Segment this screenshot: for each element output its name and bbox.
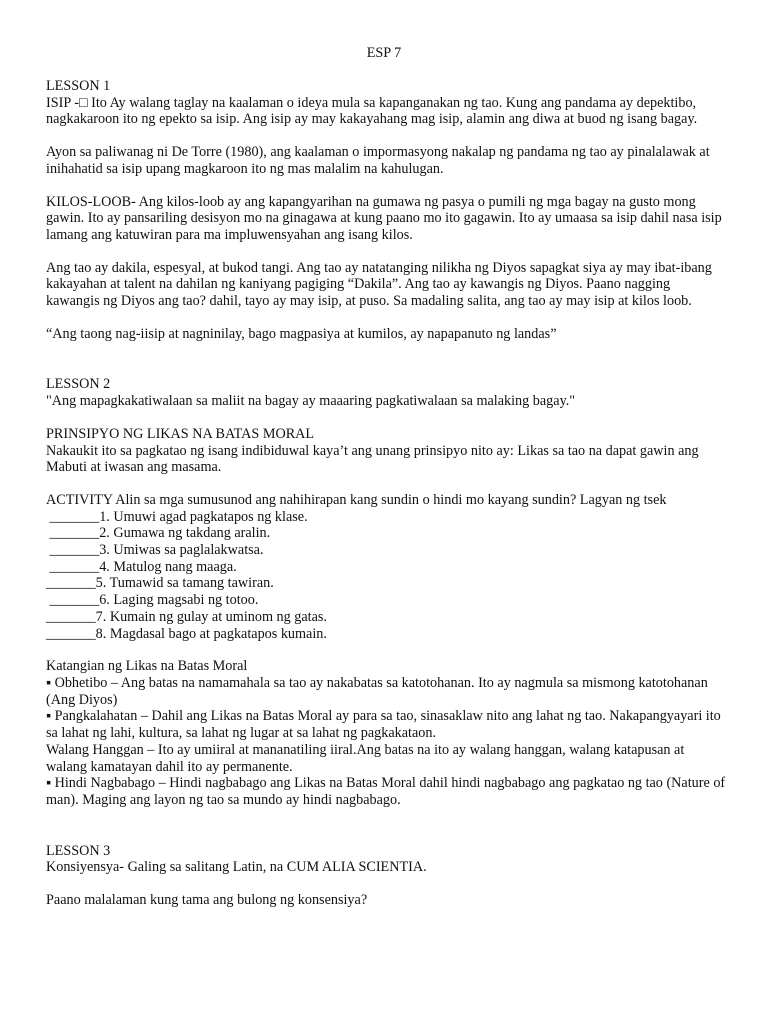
lesson-2-heading: LESSON 2 — [46, 376, 111, 393]
kilos-loob-paragraph: KILOS-LOOB- Ang kilos-loob ay ang kapangyarihan na gumawa ng pasya o pumili ng mga bagay na gusto mong gawin. Ito ay pansariling desisyon mo na ginagawa at kung paano mo ito gagawin. Ito ay umaasa sa isip dahil nasa isip lamang ang katuwiran para ma impluwensyahan ang isang kilos. — [46, 193, 722, 243]
activity-item-4: _______4. Matulog nang maaga. — [46, 558, 237, 575]
ang-tao-paragraph: Ang tao ay dakila, espesyal, at bukod tangi. Ang tao ay natatanging nilikha ng Diyos sapagkat siya ay may ibat-ibang kakayahan at talent na dahilan ng kaniyang pagiging “Dakila”. Ang tao ay kawangis ng Diyos. Paano nagging kawangis ng Diyos ang tao? dahil, tayo ay may isip, at puso. Sa madaling salita, ang tao ay may isip at kilos loob. — [46, 259, 712, 310]
document-title: ESP 7 — [366, 45, 402, 61]
activity-instructions: ACTIVITY Alin sa mga sumusunod ang nahihirapan kang sundin o hindi mo kayang sundin? Lagyan ng tsek — [46, 491, 667, 508]
prinsipyo-heading: PRINSIPYO NG LIKAS NA BATAS MORAL — [46, 425, 315, 442]
lesson-1-quote: “Ang taong nag-iisip at nagninilay, bago magpasiya at kumilos, ay napapanuto ng landas” — [46, 325, 557, 342]
lesson-1-heading: LESSON 1 — [46, 78, 111, 94]
konsiyensya-paragraph: Konsiyensya- Galing sa salitang Latin, na CUM ALIA SCIENTIA. — [46, 859, 427, 876]
pangkalahatan-paragraph: ▪ Pangkalahatan – Dahil ang Likas na Batas Moral ay para sa tao, sinasaklaw nito ang lahat ng tao. Nakapangyayari ito sa lahat ng lahi, kultura, sa lahat ng lugar at sa lahat ng pagkakataon. — [46, 708, 721, 742]
activity-item-3: _______3. Umiwas sa paglalakwatsa. — [46, 542, 264, 559]
katangian-heading: Katangian ng Likas na Batas Moral — [46, 658, 248, 675]
isip-paragraph: ISIP -□ Ito Ay walang taglay na kaalaman o ideya mula sa kapanganakan ng tao. Kung ang pandama ay depektibo, nagkakaroon ito ng epekto sa isip. Ang isip ay may kakayahang mag isip, alamin ang diwa at buod ng isang bagay. — [46, 94, 698, 128]
obhetibo-paragraph: ▪ Obhetibo – Ang batas na namamahala sa tao ay nakabatas sa katotohanan. Ito ay nagmula sa mismong katotohanan (Ang Diyos) — [46, 674, 708, 708]
activity-item-2: _______2. Gumawa ng takdang aralin. — [46, 525, 271, 542]
lesson-3-heading: LESSON 3 — [46, 842, 111, 859]
document-body — [46, 78, 726, 909]
prinsipyo-paragraph: Nakaukit ito sa pagkatao ng isang indibiduwal kaya’t ang unang prinsipyo nito ay: Likas sa tao na dapat gawin ang Mabuti at iwasan ang masama. — [46, 442, 699, 476]
konsensiya-question: Paano malalaman kung tama ang bulong ng konsensiya? — [46, 892, 368, 909]
walang-hanggan-paragraph: Walang Hanggan – Ito ay umiiral at mananatiling iiral.Ang batas na ito ay walang hanggan, walang katapusan at walang kamatayan dahil ito ay permanente. — [46, 741, 685, 775]
activity-item-8: _______8. Magdasal bago at pagkatapos kumain. — [46, 625, 327, 642]
activity-item-1: _______1. Umuwi agad pagkatapos ng klase. — [46, 508, 308, 525]
activity-item-7: _______7. Kumain ng gulay at uminom ng gatas. — [46, 608, 327, 625]
lesson-2-quote: "Ang mapagkakatiwalaan sa maliit na bagay ay maaaring pagkatiwalaan sa malaking bagay." — [46, 393, 576, 410]
ayon-paragraph: Ayon sa paliwanag ni De Torre (1980), ang kaalaman o impormasyong nakalap ng pandama ng tao ay pinalalawak at inihahatid sa isip upang magkaroon ito ng mas malalim na kahulugan. — [46, 144, 710, 177]
hindi-nagbabago-paragraph: ▪ Hindi Nagbabago – Hindi nagbabago ang Likas na Batas Moral dahil hindi nagbabago ang pagkatao ng tao (Nature of man). Maging ang layon ng tao sa mundo ay hindi nagbabago. — [46, 775, 726, 808]
activity-item-6: _______6. Laging magsabi ng totoo. — [46, 592, 259, 609]
activity-item-5: _______5. Tumawid sa tamang tawiran. — [46, 575, 274, 592]
